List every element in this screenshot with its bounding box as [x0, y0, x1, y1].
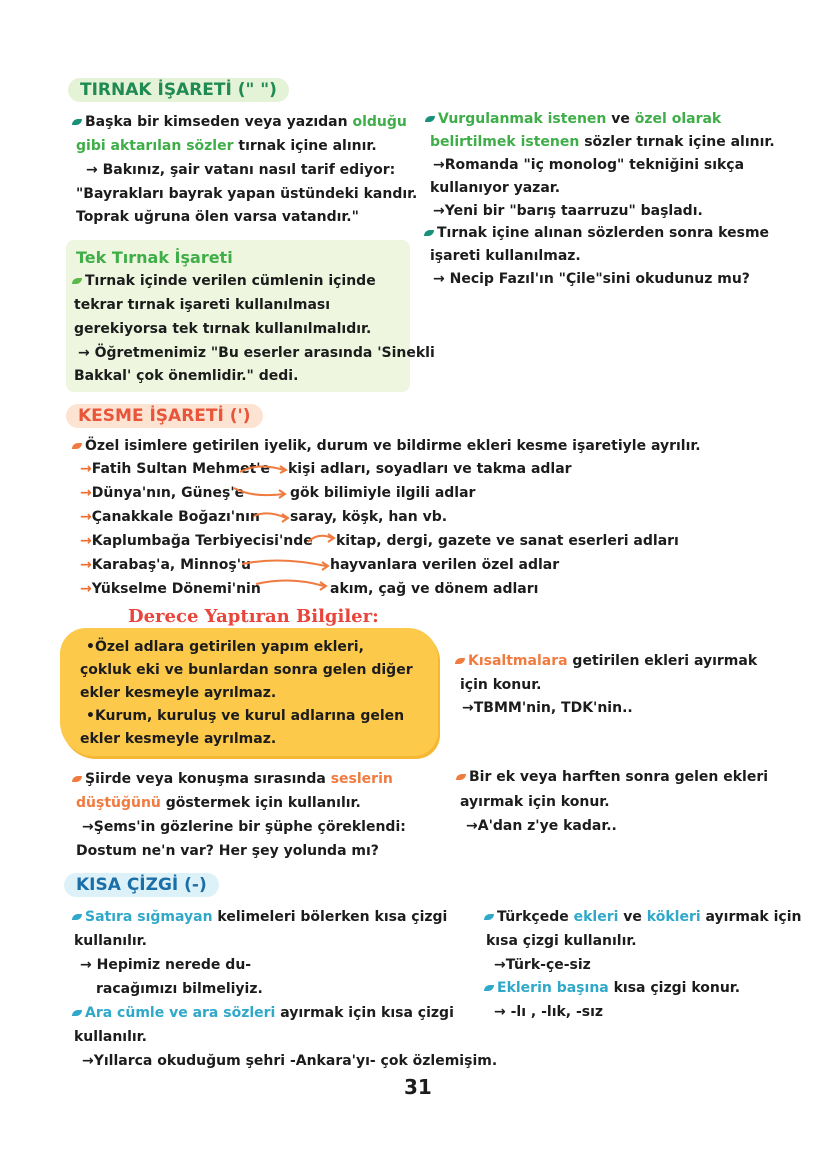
tirnak-example-1-line3: Toprak uğruna ölen varsa vatandır." [76, 209, 359, 225]
leaf-bullet-icon [72, 1010, 82, 1016]
tirnak-example-2: →Romanda "iç monolog" tekniğini sıkça [433, 157, 745, 173]
leaf-bullet-icon [72, 776, 82, 782]
kisa-rule-1: Satıra sığmayan kelimeleri bölerken kısa çizgi [72, 908, 447, 926]
derece-text-1: •Özel adlara getirilen yapım ekleri, [86, 639, 364, 655]
derece-text-5: ekler kesmeyle ayrılmaz. [80, 731, 277, 747]
kesme-row: →Dünya'nın, Güneş'e [80, 485, 245, 501]
kisa-example-1-line2: racağımızı bilmeliyiz. [96, 981, 263, 997]
connector-arrow-icon [232, 484, 290, 500]
section-title-tirnak [68, 78, 289, 102]
connector-arrow-icon [238, 462, 290, 476]
derece-title: Derece Yaptıran Bilgiler: [128, 606, 379, 627]
tirnak-rule-3-cont: işareti kullanılmaz. [430, 248, 581, 264]
kesme-row: →Yükselme Dönemi'nin [80, 581, 261, 597]
section-title-kisa-cizgi [64, 873, 219, 897]
tirnak-rule-2: Vurgulanmak istenen ve özel olarak [425, 110, 721, 128]
leaf-bullet-icon [484, 985, 494, 991]
kisaltma-rule: Kısaltmalara getirilen ekleri ayırmak [455, 652, 757, 670]
kesme-row-desc: saray, köşk, han vb. [290, 509, 448, 525]
section-title-tirnak-text: TIRNAK İŞARETİ (" ") [80, 80, 277, 100]
leaf-bullet-icon [424, 230, 434, 236]
tirnak-rule-1: Başka bir kimseden veya yazıdan olduğu [72, 113, 407, 131]
kesme-row-desc: akım, çağ ve dönem adları [330, 581, 539, 597]
leaf-bullet-icon [425, 116, 435, 122]
siir-example: →Şems'in gözlerine bir şüphe çöreklendi: [82, 819, 406, 835]
section-title-kesme-text: KESME İŞARETİ (') [78, 406, 251, 426]
kisa-example-4: → -lı , -lık, -sız [494, 1004, 604, 1020]
kesme-row-desc: hayvanlara verilen özel adlar [330, 557, 560, 573]
kesme-row: →Karabaş'a, Minnoş'u [80, 557, 251, 573]
tirnak-example-2-line2: kullanıyor yazar. [430, 180, 561, 196]
tek-tirnak-rule-line3: gerekiyorsa tek tırnak kullanılmalıdır. [74, 321, 372, 337]
connector-arrow-icon [306, 532, 338, 546]
kisa-rule-1-cont: kullanılır. [74, 933, 147, 949]
section-title-kisa-cizgi-text: KISA ÇİZGİ (-) [76, 875, 207, 895]
leaf-bullet-icon [72, 278, 82, 284]
harf-example: →A'dan z'ye kadar.. [466, 818, 617, 834]
kisa-rule-2-cont: kullanılır. [74, 1029, 147, 1045]
kisaltma-rule-cont: için konur. [460, 677, 542, 693]
section-title-kesme [66, 404, 263, 428]
kisaltma-example: →TBMM'nin, TDK'nin.. [462, 700, 633, 716]
tirnak-example-1-line2: "Bayrakları bayrak yapan üstündeki kandır. [76, 186, 418, 202]
kisa-rule-4: Eklerin başına kısa çizgi konur. [484, 979, 740, 997]
derece-text-3: ekler kesmeyle ayrılmaz. [80, 685, 277, 701]
tek-tirnak-rule-line2: tekrar tırnak işareti kullanılması [74, 297, 331, 313]
harf-rule: Bir ek veya harften sonra gelen ekleri [456, 768, 768, 786]
leaf-bullet-icon [456, 774, 466, 780]
connector-arrow-icon [252, 510, 292, 524]
kisa-example-3: →Türk-çe-siz [494, 957, 591, 973]
tek-tirnak-title: Tek Tırnak İşareti [76, 248, 233, 267]
leaf-bullet-icon [72, 443, 82, 449]
connector-arrow-icon [240, 558, 332, 572]
leaf-bullet-icon [72, 914, 82, 920]
leaf-bullet-icon [72, 119, 82, 125]
derece-text-2: çokluk eki ve bunlardan sonra gelen diğer [80, 662, 413, 678]
kesme-row: →Çanakkale Boğazı'nın [80, 509, 260, 525]
tek-tirnak-example-line2: Bakkal' çok önemlidir." dedi. [74, 368, 299, 384]
kesme-row-desc: gök bilimiyle ilgili adlar [290, 485, 476, 501]
tirnak-rule-2-cont: belirtilmek istenen sözler tırnak içine alınır. [430, 134, 775, 150]
derece-text-4: •Kurum, kuruluş ve kurul adlarına gelen [86, 708, 405, 724]
kesme-row: →Kaplumbağa Terbiyecisi'nde [80, 533, 313, 549]
kesme-intro: Özel isimlere getirilen iyelik, durum ve bildirme ekleri kesme işaretiyle ayrılır. [72, 437, 701, 455]
siir-example-line2: Dostum ne'n var? Her şey yolunda mı? [76, 843, 379, 859]
tek-tirnak-rule: Tırnak içinde verilen cümlenin içinde [72, 272, 376, 290]
tek-tirnak-example: → Öğretmenimiz "Bu eserler arasında 'Sinekli [78, 345, 435, 361]
kisa-example-2: →Yıllarca okuduğum şehri -Ankara'yı- çok özlemişim. [82, 1053, 498, 1069]
siir-rule-cont: düştüğünü göstermek için kullanılır. [76, 795, 361, 811]
kesme-row-desc: kitap, dergi, gazete ve sanat eserleri adları [336, 533, 679, 549]
siir-rule: Şiirde veya konuşma sırasında seslerin [72, 770, 393, 788]
page-number: 31 [404, 1075, 432, 1099]
connector-arrow-icon [254, 578, 330, 592]
tirnak-rule-1-cont: gibi aktarılan sözler tırnak içine alınır. [76, 138, 377, 154]
tirnak-example-1: → Bakınız, şair vatanı nasıl tarif ediyor: [86, 162, 396, 178]
kesme-row: →Fatih Sultan Mehmet'e [80, 461, 271, 477]
leaf-bullet-icon [484, 914, 494, 920]
tirnak-rule-3: Tırnak içine alınan sözlerden sonra kesme [424, 224, 769, 242]
kisa-rule-3: Türkçede ekleri ve kökleri ayırmak için [484, 908, 801, 926]
kisa-example-1: → Hepimiz nerede du- [80, 957, 252, 973]
kisa-rule-2: Ara cümle ve ara sözleri ayırmak için kısa çizgi [72, 1004, 454, 1022]
tirnak-example-4: → Necip Fazıl'ın "Çile"sini okudunuz mu? [433, 271, 750, 287]
kisa-rule-3-cont: kısa çizgi kullanılır. [486, 933, 637, 949]
leaf-bullet-icon [455, 658, 465, 664]
harf-rule-cont: ayırmak için konur. [460, 794, 610, 810]
tirnak-example-3: →Yeni bir "barış taarruzu" başladı. [433, 203, 703, 219]
kesme-row-desc: kişi adları, soyadları ve takma adlar [288, 461, 572, 477]
